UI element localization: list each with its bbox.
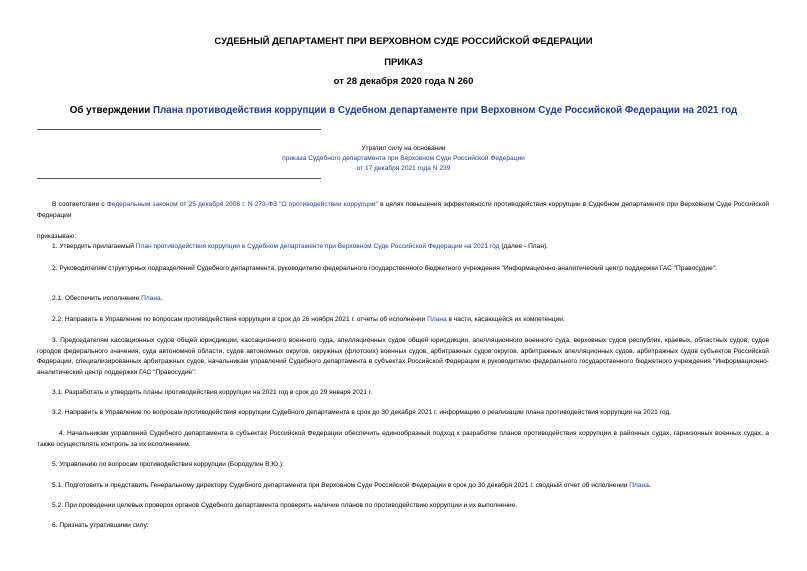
item-2-2-text: 2.2. Направить в Управление по вопросам противодействия коррупции в срок до 26 ноября 2021 г. отчеты об исполнении: [52, 316, 428, 323]
status-note-date-link[interactable]: от 17 декабря 2021 года N 239: [356, 165, 451, 172]
item-1-text: 1. Утвердить прилагаемый: [52, 243, 136, 250]
item-2-1-text: 2.1. Обеспечить исполнение: [52, 295, 142, 302]
divider-top: [37, 129, 321, 130]
item-3-1: 3.1. Разработать и утвердить планы противодействия коррупции на 2021 год в срок до 29 января 2021 г.: [52, 389, 373, 396]
item-4: 4. Начальникам управлений Судебного департамента в субъектах Российской Федерации обеспечить единообразный подход к разработке планов противодействия коррупции в районных судах, гарнизонных военных судах, а также осуществлять контроль за их исполнением.: [37, 430, 769, 448]
preamble-paragraph: [37, 200, 769, 221]
department-heading: СУДЕБНЫЙ ДЕПАРТАМЕНТ ПРИ ВЕРХОВНОМ СУДЕ РОССИЙСКОЙ ФЕДЕРАЦИИ: [214, 36, 593, 47]
item-1: [37, 242, 769, 253]
item-5-1: [37, 481, 769, 492]
item-2: 2. Руководителям структурных подразделений Судебного департамента, руководителю федерального государственного бюджетного учреждения "Информационно-аналитический центр поддержки ГАС "Правосудие":: [52, 265, 717, 272]
status-note-line1: Утратил силу на основании: [361, 145, 446, 152]
title-plan-link[interactable]: Плана противодействия коррупции в Судебном департаменте при Верховном Суде Российской Федерации на 2021 год: [152, 105, 738, 116]
item-6: 6. Признать утратившими силу:: [52, 522, 149, 529]
date-number-heading: от 28 декабря 2020 года N 260: [333, 76, 474, 87]
item-2-2-plan-link[interactable]: Плана: [427, 316, 447, 323]
item-5: 5. Управлению по вопросам противодействия коррупции (Бородулин В.Ю.):: [52, 461, 284, 468]
doc-type-heading: ПРИКАЗ: [384, 57, 423, 68]
document-title: [0, 105, 807, 116]
federal-law-link[interactable]: Федеральным законом от 25 декабря 2008 г. N 273-ФЗ "О противодействии коррупции": [106, 201, 378, 208]
item-5-1-suffix: .: [648, 482, 651, 489]
order-word: приказываю:: [37, 233, 77, 240]
item-2-2: [37, 315, 769, 326]
title-prefix: Об утверждении: [69, 105, 153, 116]
item-2-2-suffix: в части, касающейся их компетенции.: [446, 316, 565, 323]
item-5-2: 5.2. При проведении целевых проверок органов Судебного департамента проверять наличие планов по противодействию коррупции и их выполнение.: [52, 502, 518, 509]
item-2-1-plan-link[interactable]: Плана: [141, 295, 161, 302]
item-5-1-plan-link[interactable]: Плана: [629, 482, 649, 489]
item-2-1-suffix: .: [160, 295, 163, 302]
item-5-1-text: 5.1. Подготовить и представить Генеральному директору Судебного департамента при Верховном Суде Российской Федерации в срок до 30 декабря 2021 г. сводный отчет об исполнении: [52, 482, 630, 489]
preamble-text-start: В соответствии с: [52, 201, 107, 208]
item-3: 3. Председателям кассационных судов общей юрисдикции, кассационного военного суда, апелляционных судов общей юрисдикции, апелляционного военного суда, верховных судов республик, краевых, областных судов, судов городов федерального значения, суда автономной области, судов автономных округов, окружных (флотских) военных судов, арбитражных судов округов, арбитражных апелляционных судов, арбитражных судов субъектов Российской Федерации, специализированных арбитражных судов, начальникам управлений Судебного департамента в субъектах Российской Федерации и руководителю федерального государственного бюджетного учреждения "Информационно-аналитический центр поддержки ГАС "Правосудие":: [37, 337, 769, 376]
item-1-plan-link[interactable]: План противодействия коррупции в Судебном департаменте при Верховном Суде Российской Федерации на 2021 год: [135, 243, 500, 250]
preamble-text-end: в целях повышения эффективности противодействия коррупции в Судебном департаменте при Верховном Суде Российской Федерации: [37, 201, 769, 219]
status-note-order-link[interactable]: приказа Судебного департамента при Верховном Суде Российской Федерации: [282, 155, 525, 162]
item-2-1: [37, 294, 769, 305]
divider-bottom: [37, 178, 321, 179]
item-1-suffix: (далее - План).: [499, 243, 548, 250]
item-3-2: 3.2. Направить в Управление по вопросам противодействия коррупции Судебного департамента в срок до 30 декабря 2021 г. информацию о реализации плана противодействия коррупции на 2021 год.: [52, 409, 672, 416]
